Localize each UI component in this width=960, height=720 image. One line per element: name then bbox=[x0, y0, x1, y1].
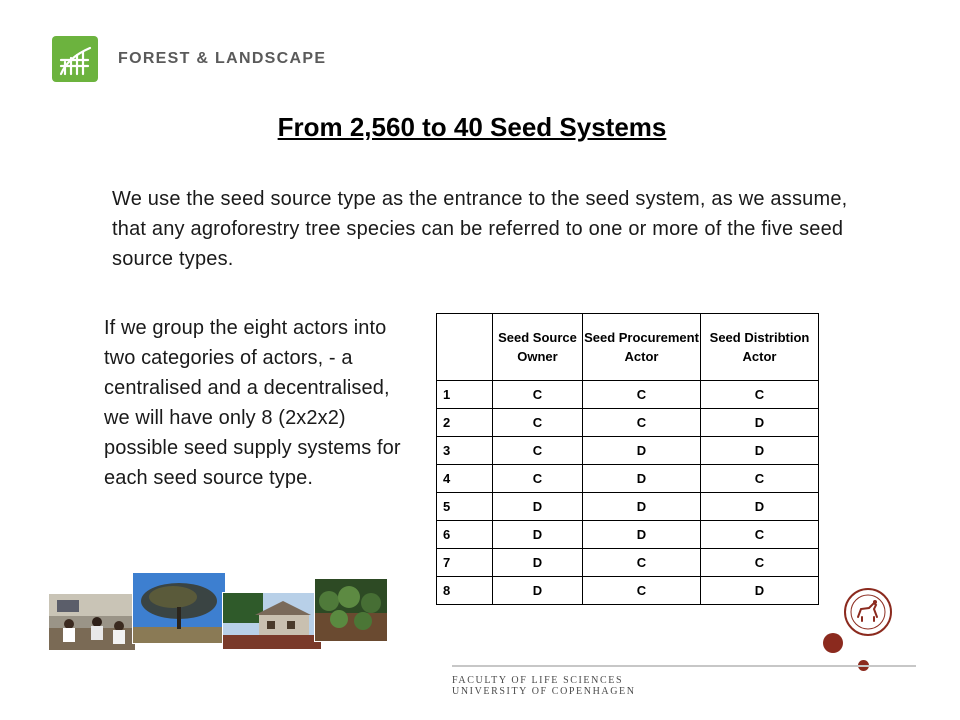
org-name: FOREST & LANDSCAPE bbox=[118, 50, 327, 67]
footer-divider bbox=[452, 665, 916, 667]
row-number: 2 bbox=[437, 409, 493, 437]
row-number: 4 bbox=[437, 465, 493, 493]
side-paragraph: If we group the eight actors into two categories of actors, - a centralised and a decentralised, we will have only 8 (2x2x2) possible seed supply systems for each seed source type. bbox=[104, 317, 401, 489]
table-cell: C bbox=[493, 437, 583, 465]
table-cell: D bbox=[493, 549, 583, 577]
table-header-row bbox=[437, 314, 819, 381]
header-cell-distribution: Seed Distribtion Actor bbox=[701, 314, 819, 381]
table-cell: D bbox=[583, 465, 701, 493]
classroom-photo bbox=[48, 593, 136, 651]
table-cell: C bbox=[583, 577, 701, 605]
page-title: From 2,560 to 40 Seed Systems bbox=[277, 112, 667, 142]
table-row bbox=[437, 521, 819, 549]
table-cell: D bbox=[701, 437, 819, 465]
table-cell: C bbox=[701, 549, 819, 577]
table-cell: C bbox=[583, 381, 701, 409]
table-row bbox=[437, 493, 819, 521]
university-seal-icon bbox=[843, 587, 893, 637]
header-cell-index bbox=[437, 314, 493, 381]
table-cell: C bbox=[701, 465, 819, 493]
building-photo bbox=[222, 592, 322, 650]
row-number: 6 bbox=[437, 521, 493, 549]
row-number: 1 bbox=[437, 381, 493, 409]
table-cell: C bbox=[701, 381, 819, 409]
header-cell-procurement: Seed Procurement Actor bbox=[583, 314, 701, 381]
table-row bbox=[437, 465, 819, 493]
table-cell: C bbox=[583, 549, 701, 577]
intro-paragraph: We use the seed source type as the entrance to the seed system, as we assume, that any agroforestry tree species can be referred to one or more of the five seed source types. bbox=[112, 188, 848, 270]
row-number: 7 bbox=[437, 549, 493, 577]
faculty-name: FACULTY OF LIFE SCIENCES bbox=[452, 675, 624, 686]
header-cell-owner: Seed Source Owner bbox=[493, 314, 583, 381]
table-cell: D bbox=[583, 437, 701, 465]
row-number: 3 bbox=[437, 437, 493, 465]
university-name: UNIVERSITY OF COPENHAGEN bbox=[452, 686, 636, 697]
table-row bbox=[437, 549, 819, 577]
table-row bbox=[437, 437, 819, 465]
table-cell: D bbox=[493, 577, 583, 605]
table-cell: D bbox=[493, 521, 583, 549]
table-cell: D bbox=[493, 493, 583, 521]
table-cell: D bbox=[701, 577, 819, 605]
row-number: 8 bbox=[437, 577, 493, 605]
table-cell: C bbox=[493, 465, 583, 493]
table-cell: C bbox=[701, 521, 819, 549]
table-cell: D bbox=[701, 409, 819, 437]
acacia-tree-photo bbox=[132, 572, 226, 644]
table-cell: C bbox=[493, 381, 583, 409]
table-cell: C bbox=[583, 409, 701, 437]
table-row bbox=[437, 409, 819, 437]
table-cell: D bbox=[583, 521, 701, 549]
nursery-photo bbox=[314, 578, 388, 642]
table-cell: C bbox=[493, 409, 583, 437]
table-row bbox=[437, 381, 819, 409]
table-cell: D bbox=[701, 493, 819, 521]
seed-systems-table bbox=[436, 313, 819, 605]
decor-dot-large bbox=[823, 633, 843, 653]
row-number: 5 bbox=[437, 493, 493, 521]
table-cell: D bbox=[583, 493, 701, 521]
forest-logo-icon bbox=[52, 36, 98, 82]
table-row bbox=[437, 577, 819, 605]
